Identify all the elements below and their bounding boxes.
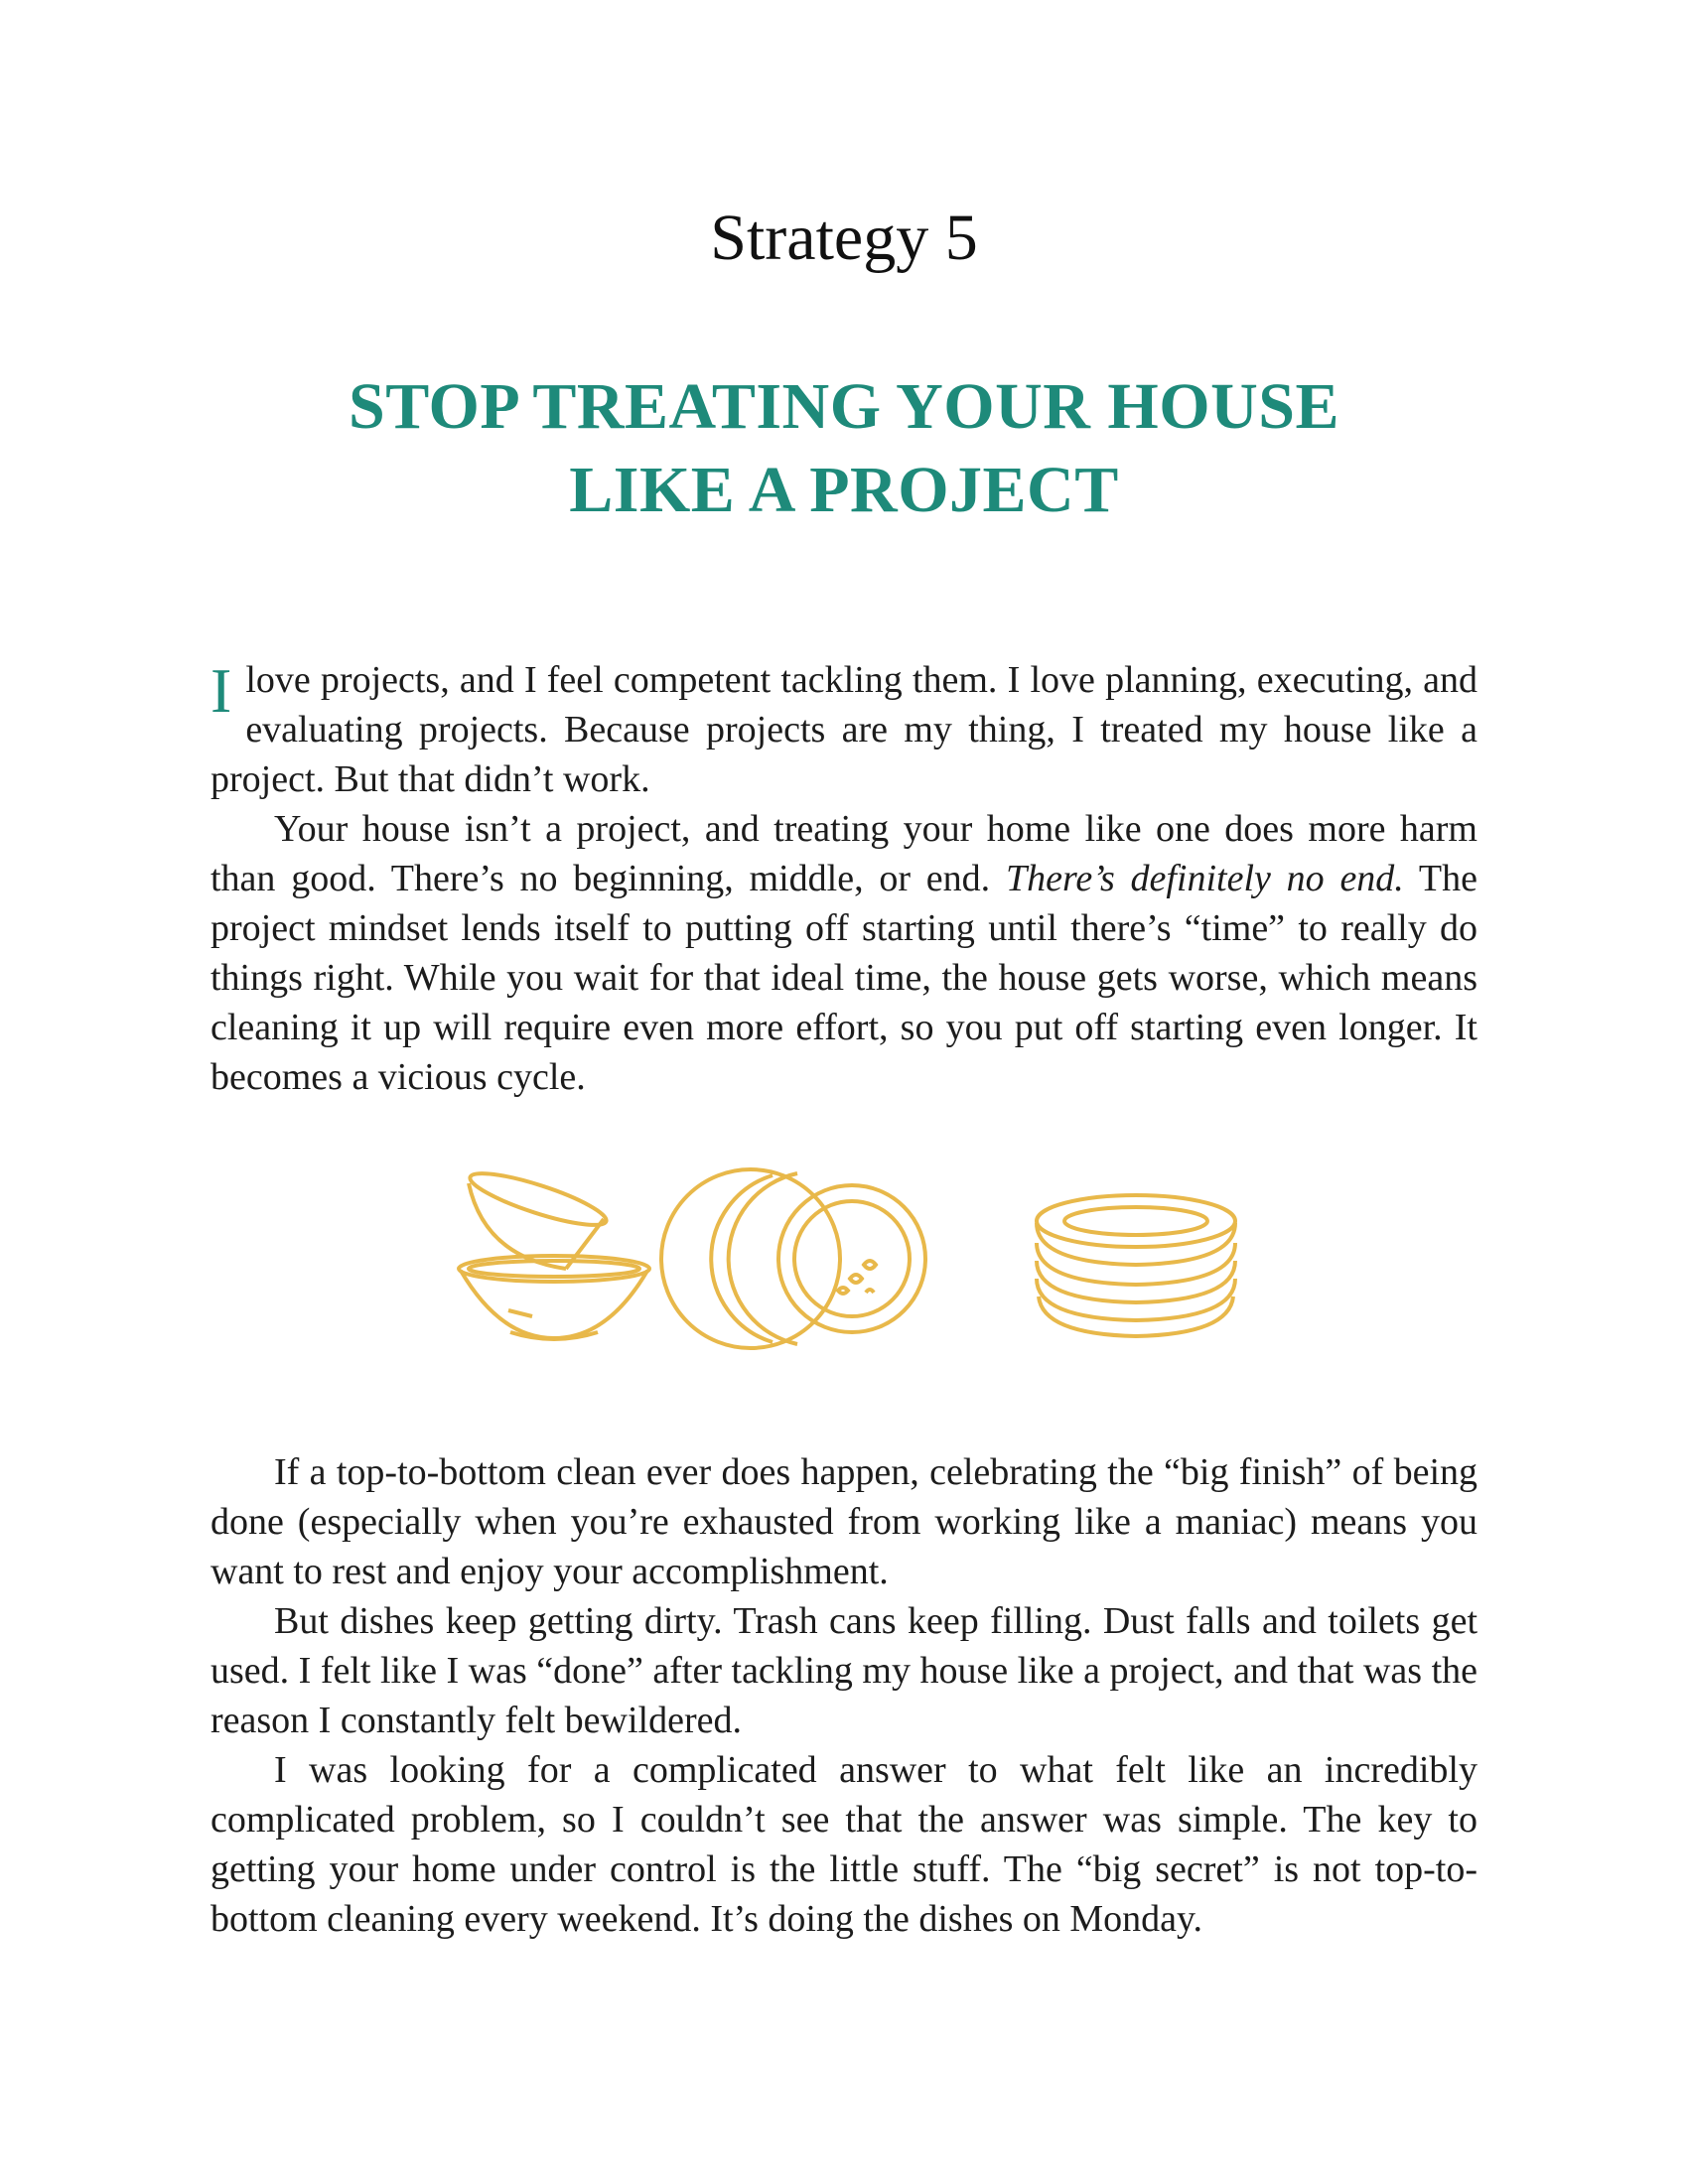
paragraph-1: [211, 655, 1477, 804]
paragraph-2-italic: There’s definitely no end.: [1005, 858, 1404, 899]
chapter-title-line-2: LIKE A PROJECT: [569, 454, 1119, 526]
paragraph-3: If a top-to-bottom clean ever does happen, celebrating the “big finish” of being done (especially when you’re exhausted from working like a maniac) means you want to rest and enjoy your accomplishment.: [211, 1451, 1477, 1592]
paragraph-5: I was looking for a complicated answer to what felt like an incredibly complicated problem, so I couldn’t see that the answer was simple. The key to getting your home under control is the little stuff. The “big secret” is not top-to-bottom cleaning every weekend. It’s doing the dishes on Monday.: [211, 1749, 1477, 1940]
paragraph-2-text-b: The project mindset lends itself to putting off starting until there’s “time” to really do things right. While you wait for that ideal time, the house gets worse, which means cleaning it up will require even more effort, so you put off starting even longer. It becomes a vicious cycle.: [211, 858, 1477, 1098]
paragraph-2-text-a: Your house isn’t a project, and treating your home like one does more harm than good. There’s no beginning, middle, or end.: [211, 808, 1477, 899]
paragraph-4: But dishes keep getting dirty. Trash cans keep filling. Dust falls and toilets get used. I felt like I was “done” after tackling my house like a project, and that was the reason I constantly felt bewildered.: [211, 1600, 1477, 1741]
drop-cap: I: [211, 655, 232, 726]
paragraph-2: [211, 804, 1477, 1102]
chapter-title: [0, 365, 1688, 532]
paragraph-1-text: love projects, and I feel competent tackling them. I love planning, executing, and evaluating projects. Because projects are my thing, I treated my house like a project. But that didn’t work.: [211, 659, 1477, 800]
dishes-illustration: [455, 1161, 1239, 1360]
chapter-title-line-1: STOP TREATING YOUR HOUSE: [349, 370, 1339, 443]
body-text-top: [211, 655, 1477, 1102]
body-text-bottom: [211, 1447, 1477, 1944]
chapter-kicker: Strategy 5: [710, 202, 978, 274]
bowls-icon: [459, 1163, 649, 1339]
plates-icon: [661, 1169, 925, 1348]
stacked-plates-icon: [1037, 1195, 1235, 1336]
